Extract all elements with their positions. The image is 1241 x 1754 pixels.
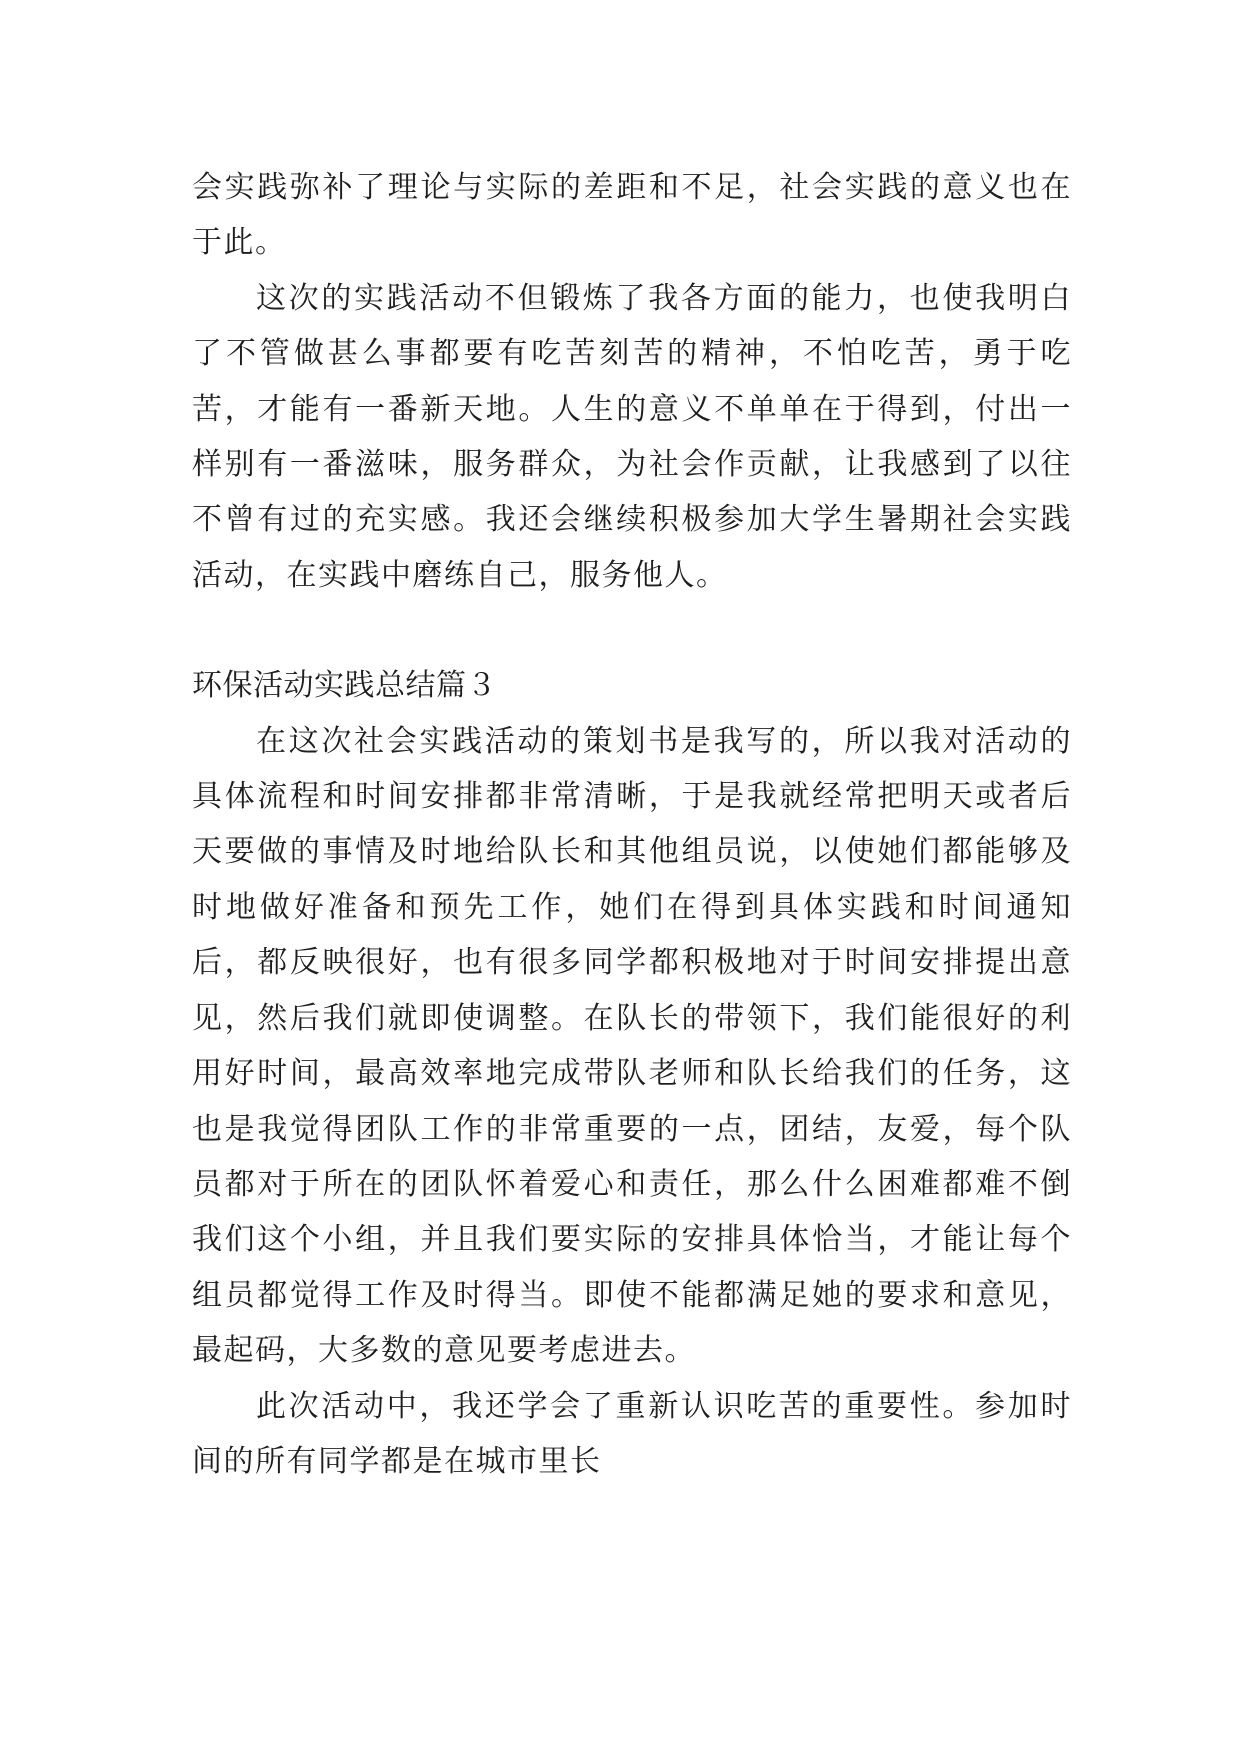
paragraph-2: 这次的实践活动不但锻炼了我各方面的能力，也使我明白了不管做甚么事都要有吃苦刻苦的精神，不怕吃苦，勇于吃苦，才能有一番新天地。人生的意义不单单在于得到，付出一样别有一番滋味，服务群众，为社会作贡献，让我感到了以往不曾有过的充实感。我还会继续积极参加大学生暑期社会实践活动，在实践中磨练自己，服务他人。 (192, 280, 1072, 593)
document-body (192, 160, 1072, 1489)
section-heading: 环保活动实践总结篇３ (192, 668, 497, 704)
paragraph-4: 此次活动中，我还学会了重新认识吃苦的重要性。参加时间的所有同学都是在城市里长 (192, 1388, 1072, 1479)
paragraph-3: 在这次社会实践活动的策划书是我写的，所以我对活动的具体流程和时间安排都非常清晰，于是我就经常把明天或者后天要做的事情及时地给队长和其他组员说，以使她们都能够及时地做好准备和预先工作，她们在得到具体实践和时间通知后，都反映很好，也有很多同学都积极地对于时间安排提出意见，然后我们就即使调整。在队长的带领下，我们能很好的利用好时间，最高效率地完成带队老师和队长给我们的任务，这也是我觉得团队工作的非常重要的一点，团结，友爱，每个队员都对于所在的团队怀着爱心和责任，那么什么困难都难不倒我们这个小组，并且我们要实际的安排具体恰当，才能让每个组员都觉得工作及时得当。即使不能都满足她的要求和意见，最起码，大多数的意见要考虑进去。 (192, 723, 1072, 1369)
paragraph-1: 会实践弥补了理论与实际的差距和不足，社会实践的意义也在于此。 (192, 170, 1072, 261)
section-spacer (192, 603, 1072, 658)
